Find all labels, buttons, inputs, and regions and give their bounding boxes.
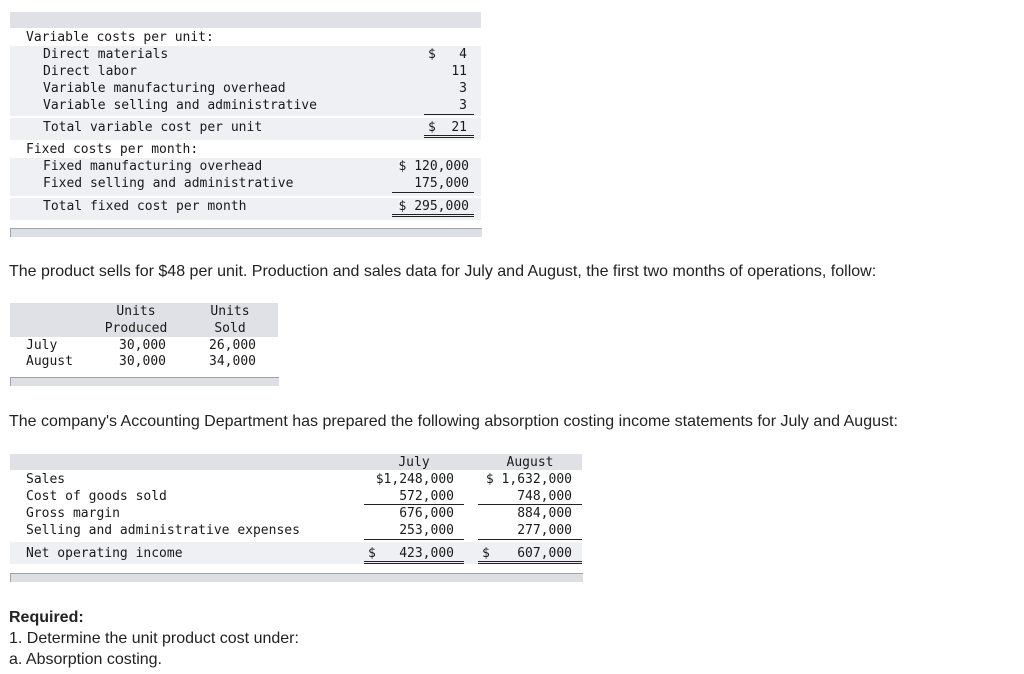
total-variable-dollar: $ (428, 120, 436, 135)
fixed-subtotal-underline (392, 192, 474, 193)
intro-paragraph: The product sells for $48 per unit. Production and sales data for July and August, the first two months of operations, follow: (9, 263, 877, 280)
units-sold-header-line2: Sold (214, 321, 246, 336)
total-variable-double-underline (424, 135, 474, 138)
income-col-july-header: July (398, 455, 430, 470)
income-intro-paragraph: The company's Accounting Department has prepared the following absorption costing income statements for July and August: (9, 413, 898, 430)
income-net-july-dollar: $ (368, 546, 376, 561)
income-net-august-dollar: $ (482, 546, 490, 561)
units-produced-header-line1: Units (116, 304, 156, 319)
cost-table-header-bar (10, 12, 481, 28)
income-gross-margin-july: 676,000 (399, 506, 454, 521)
income-net-july-double-underline (364, 561, 464, 564)
units-row-august-produced: 30,000 (119, 354, 166, 369)
fixed-mfg-overhead-label: Fixed manufacturing overhead (43, 159, 263, 174)
required-line-1: 1. Determine the unit product cost under: (9, 630, 299, 647)
income-sga-august: 277,000 (517, 523, 572, 538)
units-row-august-sold: 34,000 (209, 354, 256, 369)
units-table-footer-bar (10, 377, 279, 386)
income-table-footer-bar (10, 573, 583, 582)
income-sga-august-underline (478, 539, 582, 540)
direct-labor-value: 11 (451, 64, 467, 79)
direct-materials-label: Direct materials (43, 47, 169, 62)
income-gross-margin-august: 884,000 (517, 506, 572, 521)
income-net-label: Net operating income (26, 546, 183, 561)
required-line-2: a. Absorption costing. (9, 651, 162, 668)
income-net-august: 607,000 (517, 546, 572, 561)
income-cogs-august: 748,000 (517, 489, 572, 504)
total-fixed-label: Total fixed cost per month (43, 199, 247, 214)
units-row-august-month: August (26, 354, 73, 369)
income-sales-july: $1,248,000 (375, 472, 454, 487)
fixed-mfg-overhead-value: $ 120,000 (398, 159, 469, 174)
units-produced-header-line2: Produced (104, 321, 168, 336)
units-sold-header-line1: Units (210, 304, 250, 319)
units-row-july-month: July (26, 338, 58, 353)
income-col-august-header: August (506, 455, 554, 470)
income-sales-label: Sales (26, 472, 66, 487)
fixed-costs-heading: Fixed costs per month: (26, 142, 199, 157)
units-row-july-sold: 26,000 (209, 338, 256, 353)
cost-table-footer-bar (10, 228, 482, 237)
variable-costs-heading: Variable costs per unit: (26, 30, 214, 45)
variable-mfg-overhead-value: 3 (459, 81, 467, 96)
variable-subtotal-underline (424, 114, 474, 115)
variable-mfg-overhead-label: Variable manufacturing overhead (43, 81, 286, 96)
income-gross-margin-label: Gross margin (26, 506, 120, 521)
income-sga-july-underline (364, 539, 464, 540)
units-row-july-produced: 30,000 (119, 338, 166, 353)
fixed-selling-admin-label: Fixed selling and administrative (43, 176, 294, 191)
income-cogs-august-underline (478, 504, 582, 505)
income-cogs-july: 572,000 (399, 489, 454, 504)
income-cogs-july-underline (364, 504, 464, 505)
direct-materials-value: 4 (459, 47, 467, 62)
income-sga-label: Selling and administrative expenses (26, 523, 300, 538)
direct-materials-dollar: $ (428, 47, 436, 62)
income-cogs-label: Cost of goods sold (26, 489, 167, 504)
income-sga-july: 253,000 (399, 523, 454, 538)
variable-selling-admin-label: Variable selling and administrative (43, 98, 317, 113)
variable-selling-admin-value: 3 (459, 98, 467, 113)
total-fixed-double-underline (392, 214, 474, 217)
direct-labor-label: Direct labor (43, 64, 137, 79)
required-heading: Required: (9, 609, 84, 626)
income-net-july: 423,000 (399, 546, 454, 561)
income-net-august-double-underline (478, 561, 582, 564)
total-fixed-value: $ 295,000 (398, 199, 469, 214)
total-variable-value: 21 (451, 120, 467, 135)
income-sales-august: $ 1,632,000 (485, 472, 572, 487)
total-variable-label: Total variable cost per unit (43, 120, 263, 135)
fixed-selling-admin-value: 175,000 (414, 176, 469, 191)
